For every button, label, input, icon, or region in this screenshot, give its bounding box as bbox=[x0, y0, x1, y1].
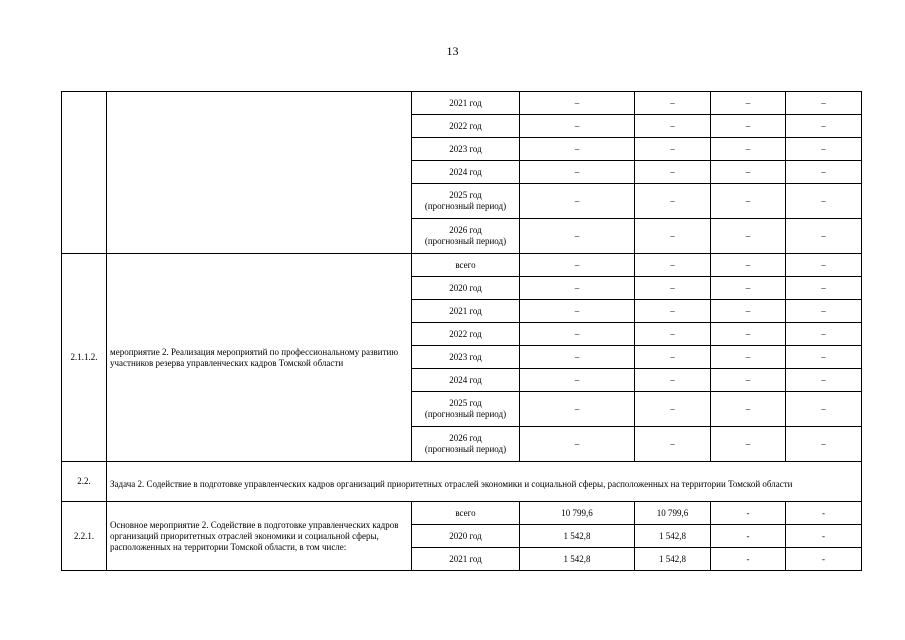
year-cell bbox=[412, 427, 520, 462]
year-cell bbox=[412, 392, 520, 427]
value-cell: – bbox=[711, 300, 786, 323]
year-cell bbox=[412, 219, 520, 254]
row-description-cell: мероприятие 2. Реализация мероприятий по профессиональному развитию участников резерва управленческих кадров Томской области bbox=[107, 254, 412, 462]
value-cell: – bbox=[520, 219, 635, 254]
value-cell: – bbox=[786, 323, 862, 346]
value-cell: – bbox=[711, 427, 786, 462]
value-cell: – bbox=[520, 300, 635, 323]
year-cell: 2020 год bbox=[412, 277, 520, 300]
forecast-note: (прогнозный период) bbox=[424, 201, 507, 211]
year-cell: 2020 год bbox=[412, 525, 520, 548]
value-cell: – bbox=[711, 254, 786, 277]
value-cell: – bbox=[786, 219, 862, 254]
year-cell: 2021 год bbox=[412, 300, 520, 323]
value-cell: 1 542,8 bbox=[520, 525, 635, 548]
value-cell: - bbox=[711, 502, 786, 525]
value-cell: – bbox=[786, 184, 862, 219]
value-cell: – bbox=[635, 300, 711, 323]
value-cell: 10 799,6 bbox=[635, 502, 711, 525]
value-cell: 1 542,8 bbox=[635, 525, 711, 548]
value-cell: - bbox=[786, 525, 862, 548]
value-cell: – bbox=[711, 346, 786, 369]
year-cell: 2023 год bbox=[412, 138, 520, 161]
value-cell: – bbox=[786, 392, 862, 427]
forecast-note: (прогнозный период) bbox=[424, 444, 507, 454]
year-label: 2025 год bbox=[449, 398, 482, 408]
value-cell: – bbox=[520, 115, 635, 138]
value-cell: – bbox=[520, 138, 635, 161]
year-cell: всего bbox=[412, 502, 520, 525]
value-cell: – bbox=[635, 219, 711, 254]
value-cell: – bbox=[635, 161, 711, 184]
value-cell: – bbox=[520, 254, 635, 277]
year-cell: 2023 год bbox=[412, 346, 520, 369]
value-cell: – bbox=[635, 184, 711, 219]
value-cell: – bbox=[711, 138, 786, 161]
year-cell: 2024 год bbox=[412, 369, 520, 392]
value-cell: – bbox=[711, 161, 786, 184]
value-cell: – bbox=[635, 392, 711, 427]
row-number-cell: 2.2.1. bbox=[62, 502, 107, 571]
value-cell: - bbox=[711, 525, 786, 548]
year-cell: 2021 год bbox=[412, 92, 520, 115]
value-cell: – bbox=[520, 92, 635, 115]
value-cell: – bbox=[711, 92, 786, 115]
value-cell: – bbox=[786, 369, 862, 392]
value-cell: – bbox=[635, 115, 711, 138]
value-cell: – bbox=[635, 138, 711, 161]
row-number-cell bbox=[62, 92, 107, 254]
value-cell: 1 542,8 bbox=[520, 548, 635, 571]
value-cell: – bbox=[711, 369, 786, 392]
value-cell: – bbox=[786, 277, 862, 300]
table-row bbox=[62, 254, 862, 277]
value-cell: 10 799,6 bbox=[520, 502, 635, 525]
row-number-cell: 2.1.1.2. bbox=[62, 254, 107, 462]
table-row bbox=[62, 502, 862, 525]
value-cell: – bbox=[635, 92, 711, 115]
value-cell: - bbox=[786, 548, 862, 571]
value-cell: – bbox=[786, 115, 862, 138]
value-cell: – bbox=[786, 92, 862, 115]
forecast-note: (прогнозный период) bbox=[424, 409, 507, 419]
value-cell: – bbox=[520, 184, 635, 219]
row-number-cell: 2.2. bbox=[62, 462, 107, 502]
value-cell: – bbox=[786, 427, 862, 462]
value-cell: – bbox=[786, 346, 862, 369]
value-cell: – bbox=[711, 219, 786, 254]
row-description-cell: Основное мероприятие 2. Содействие в подготовке управленческих кадров организаций приоритетных отраслей экономики и социальной сферы, расположенных на территории Томской области, в том числе: bbox=[107, 502, 412, 571]
value-cell: – bbox=[711, 277, 786, 300]
value-cell: – bbox=[635, 323, 711, 346]
value-cell: 1 542,8 bbox=[635, 548, 711, 571]
year-label: 2025 год bbox=[449, 190, 482, 200]
value-cell: – bbox=[711, 323, 786, 346]
value-cell: – bbox=[711, 184, 786, 219]
table-row bbox=[62, 92, 862, 115]
value-cell: – bbox=[635, 254, 711, 277]
value-cell: – bbox=[520, 392, 635, 427]
value-cell: – bbox=[786, 138, 862, 161]
value-cell: – bbox=[635, 427, 711, 462]
page-number: 13 bbox=[446, 44, 459, 58]
value-cell: – bbox=[520, 369, 635, 392]
value-cell: – bbox=[635, 277, 711, 300]
year-label: 2026 год bbox=[449, 433, 482, 443]
forecast-note: (прогнозный период) bbox=[424, 236, 507, 246]
task-description-cell: Задача 2. Содействие в подготовке управленческих кадров организаций приоритетных отраслей экономики и социальной сферы, расположенных на территории Томской области bbox=[107, 462, 862, 502]
value-cell: – bbox=[786, 254, 862, 277]
value-cell: – bbox=[635, 346, 711, 369]
value-cell: – bbox=[711, 115, 786, 138]
value-cell: – bbox=[520, 323, 635, 346]
year-label: 2026 год bbox=[449, 225, 482, 235]
value-cell: - bbox=[711, 548, 786, 571]
value-cell: - bbox=[786, 502, 862, 525]
year-cell: 2022 год bbox=[412, 115, 520, 138]
value-cell: – bbox=[520, 277, 635, 300]
year-cell: 2022 год bbox=[412, 323, 520, 346]
year-cell: всего bbox=[412, 254, 520, 277]
value-cell: – bbox=[711, 392, 786, 427]
value-cell: – bbox=[635, 369, 711, 392]
value-cell: – bbox=[520, 346, 635, 369]
year-cell: 2024 год bbox=[412, 161, 520, 184]
row-description-cell bbox=[107, 92, 412, 254]
value-cell: – bbox=[786, 161, 862, 184]
year-cell bbox=[412, 184, 520, 219]
value-cell: – bbox=[520, 427, 635, 462]
budget-table bbox=[61, 91, 862, 571]
value-cell: – bbox=[786, 300, 862, 323]
value-cell: – bbox=[520, 161, 635, 184]
table-row bbox=[62, 462, 862, 502]
year-cell: 2021 год bbox=[412, 548, 520, 571]
